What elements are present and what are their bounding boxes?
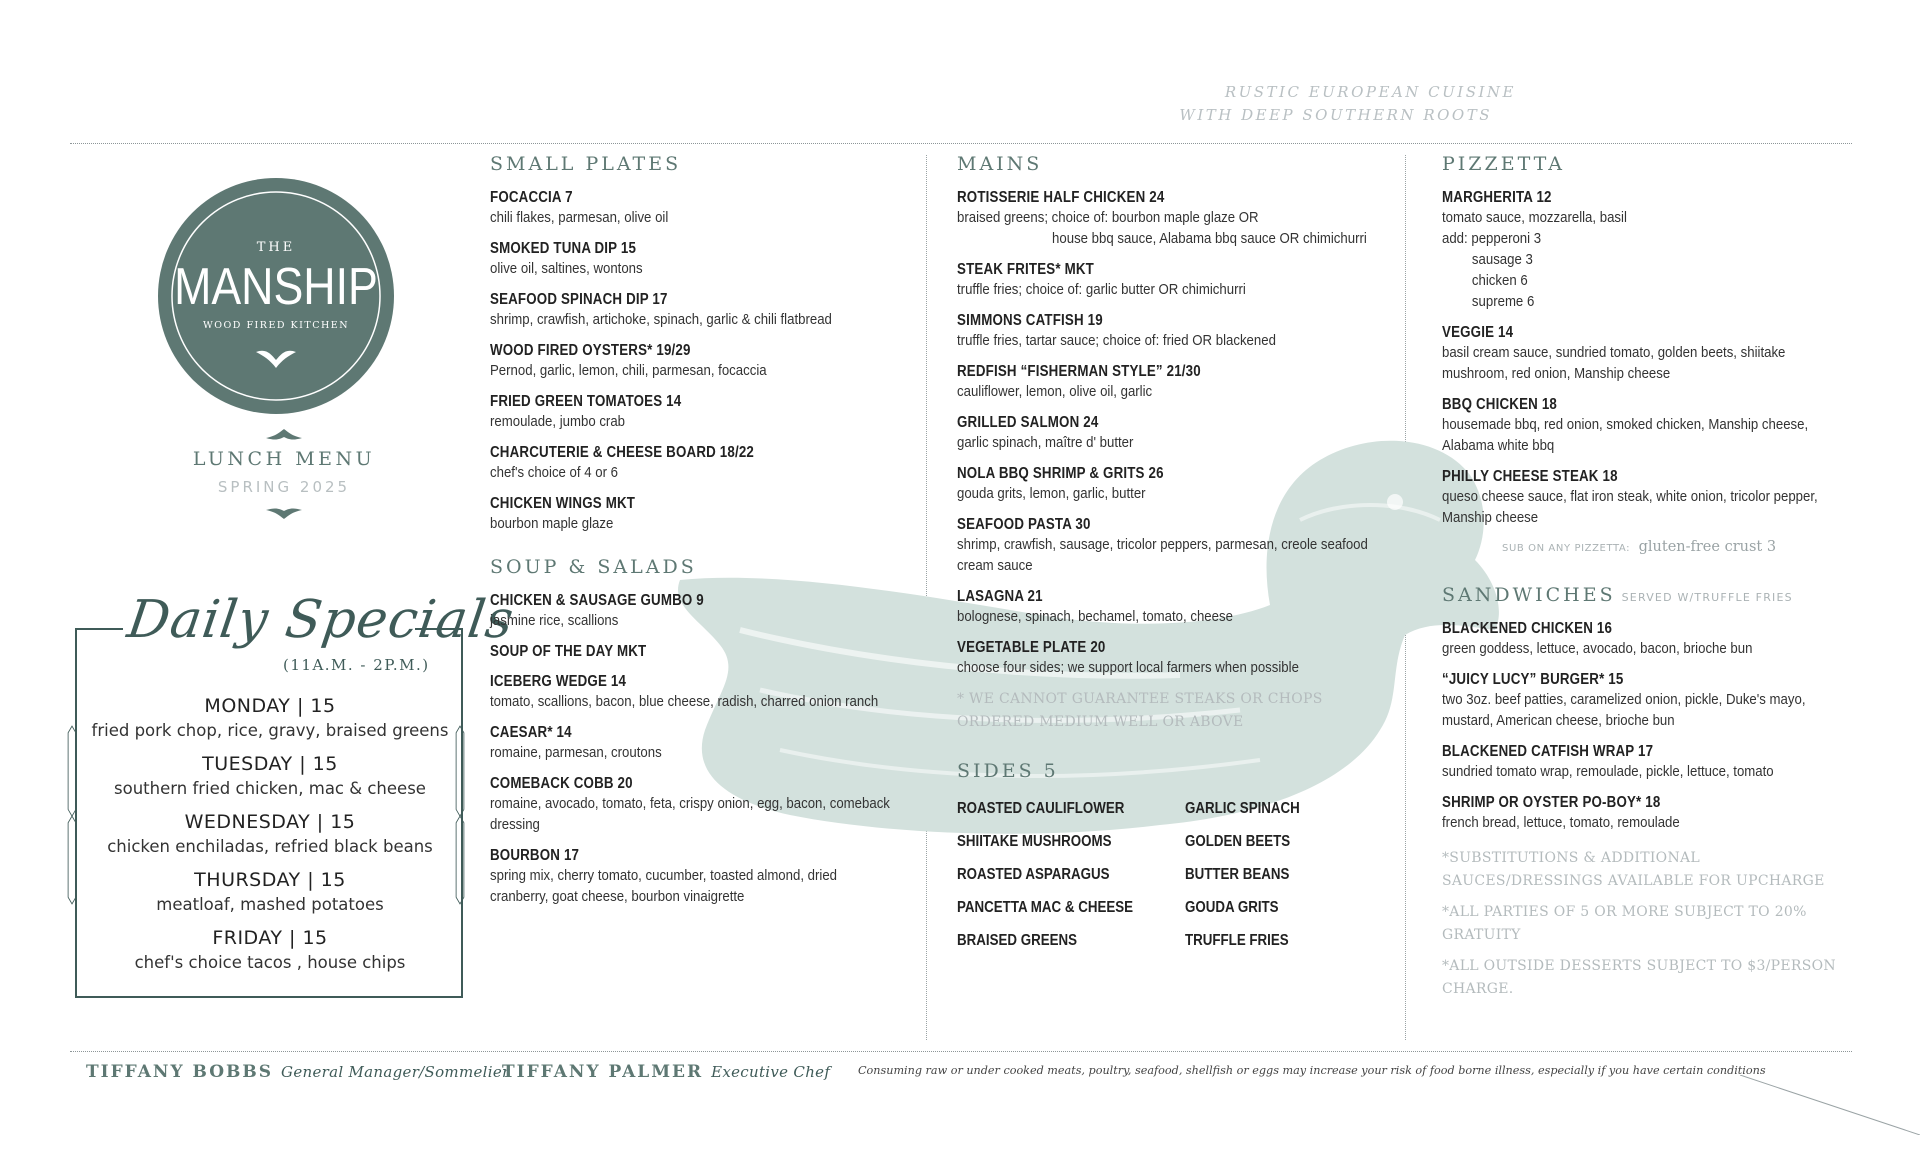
sub-value: gluten-free crust 3 <box>1638 539 1777 555</box>
footer-person-2 <box>502 1062 830 1082</box>
item-name: MARGHERITA 12 <box>1442 189 1552 206</box>
special-day-name: WEDNESDAY | 15 <box>184 811 356 833</box>
menu-item <box>957 312 1372 351</box>
side-item: GOLDEN BEETS <box>1185 833 1291 850</box>
pizzetta-list <box>1442 324 1852 528</box>
add-on-label: add: pepperoni 3 <box>1442 230 1542 247</box>
frame-top-left <box>75 628 123 630</box>
daily-specials-title: Daily Specials <box>123 590 518 650</box>
column-mains <box>957 153 1372 950</box>
item-desc: two 3oz. beef patties, caramelized onion, pickle, Duke's mayo, mustard, American cheese, brioche bun <box>1442 691 1806 729</box>
chef-name: TIFFANY PALMER <box>502 1062 704 1082</box>
top-divider <box>70 143 1852 144</box>
item-name: REDFISH “FISHERMAN STYLE” 21/30 <box>957 363 1201 380</box>
special-day-desc: fried pork chop, rice, gravy, braised greens <box>91 721 449 740</box>
menu-item <box>1442 468 1852 528</box>
item-name: “JUICY LUCY” BURGER* 15 <box>1442 671 1624 688</box>
item-desc: bolognese, spinach, bechamel, tomato, cheese <box>957 608 1233 625</box>
special-day-name: THURSDAY | 15 <box>194 869 346 891</box>
add-on-item: chicken 6 <box>1471 272 1528 289</box>
menu-item <box>490 775 895 835</box>
menu-item <box>490 643 895 661</box>
item-name: FOCACCIA 7 <box>490 189 573 206</box>
item-desc: garlic spinach, maître d' butter <box>957 434 1134 451</box>
add-on-item: supreme 6 <box>1471 293 1535 310</box>
special-day <box>82 867 458 917</box>
menu-item <box>490 495 895 534</box>
soup-salads-list <box>490 592 895 907</box>
item-desc: choose four sides; we support local farmers when possible <box>957 659 1299 676</box>
item-desc: olive oil, saltines, wontons <box>490 260 643 277</box>
side-item: PANCETTA MAC & CHEESE <box>957 899 1134 916</box>
daily-specials-hours: (11A.M. - 2P.M.) <box>283 656 430 674</box>
menu-item <box>1442 620 1852 659</box>
menu-title: LUNCH MENU <box>192 448 376 470</box>
item-name: SMOKED TUNA DIP 15 <box>490 240 637 257</box>
column-pizzetta <box>1442 153 1852 1009</box>
menu-item <box>1442 396 1852 456</box>
item-name: STEAK FRITES* MKT <box>957 261 1094 278</box>
policy-note: *ALL OUTSIDE DESSERTS SUBJECT TO $3/PERSON CHARGE. <box>1442 958 1836 997</box>
item-name: ICEBERG WEDGE 14 <box>490 673 627 690</box>
mains-note: * WE CANNOT GUARANTEE STEAKS OR CHOPS ORDERED MEDIUM WELL OR ABOVE <box>957 691 1323 730</box>
pizzetta-title: PIZZETTA <box>1442 153 1565 175</box>
item-name: SIMMONS CATFISH 19 <box>957 312 1103 329</box>
menu-item <box>490 673 895 712</box>
manship-logo <box>156 176 396 416</box>
side-item: GOUDA GRITS <box>1185 899 1279 916</box>
item-name: BOURBON 17 <box>490 847 580 864</box>
gm-role: General Manager/Sommelier <box>281 1063 510 1081</box>
item-name: ROTISSERIE HALF CHICKEN 24 <box>957 189 1165 206</box>
bottom-divider <box>70 1051 1852 1052</box>
special-day <box>82 809 458 859</box>
tagline-line-1: RUSTIC EUROPEAN CUISINE <box>1224 83 1516 101</box>
corner-line-decoration <box>1740 1075 1920 1135</box>
column-small-plates <box>490 153 895 919</box>
ornament-icon <box>264 506 304 520</box>
side-item: GARLIC SPINACH <box>1185 800 1300 817</box>
special-day <box>82 693 458 743</box>
special-day-desc: chef's choice tacos , house chips <box>134 953 406 972</box>
sandwich-notes <box>1442 847 1842 1001</box>
item-desc: chili flakes, parmesan, olive oil <box>490 209 669 226</box>
pizzetta-item <box>1442 189 1852 312</box>
small-plates-title: SMALL PLATES <box>490 153 682 175</box>
menu-item <box>957 261 1372 300</box>
item-desc: Pernod, garlic, lemon, chili, parmesan, focaccia <box>490 362 767 379</box>
item-desc: bourbon maple glaze <box>490 515 614 532</box>
policy-note: *SUBSTITUTIONS & ADDITIONAL SAUCES/DRESSINGS AVAILABLE FOR UPCHARGE <box>1442 850 1825 889</box>
item-name: CHICKEN WINGS MKT <box>490 495 636 512</box>
menu-item <box>957 363 1372 402</box>
menu-item <box>490 189 895 228</box>
mains-list <box>957 189 1372 678</box>
policy-note: *ALL PARTIES OF 5 OR MORE SUBJECT TO 20% GRATUITY <box>1442 904 1807 943</box>
item-name: LASAGNA 21 <box>957 588 1043 605</box>
item-name: CHICKEN & SAUSAGE GUMBO 9 <box>490 592 704 609</box>
menu-item <box>957 414 1372 453</box>
tagline-line-2: WITH DEEP SOUTHERN ROOTS <box>1179 106 1492 124</box>
menu-item <box>957 189 1372 249</box>
special-day-name: MONDAY | 15 <box>204 695 336 717</box>
menu-item <box>490 724 895 763</box>
item-desc: french bread, lettuce, tomato, remoulade <box>1442 814 1680 831</box>
item-desc: tomato, scallions, bacon, blue cheese, radish, charred onion ranch <box>490 693 879 710</box>
logo-name-text: MANSHIP <box>174 257 378 316</box>
item-name: BBQ CHICKEN 18 <box>1442 396 1557 413</box>
pizzetta-sub-note <box>1442 538 1852 556</box>
item-desc: truffle fries, tartar sauce; choice of: fried OR blackened <box>957 332 1276 349</box>
special-day-desc: southern fried chicken, mac & cheese <box>114 779 426 798</box>
logo-subtitle-text: WOOD FIRED KITCHEN <box>202 320 350 331</box>
item-desc: romaine, parmesan, croutons <box>490 744 662 761</box>
menu-item <box>490 847 895 907</box>
item-name: COMEBACK COBB 20 <box>490 775 633 792</box>
item-name: BLACKENED CATFISH WRAP 17 <box>1442 743 1654 760</box>
item-name: CHARCUTERIE & CHEESE BOARD 18/22 <box>490 444 755 461</box>
menu-item <box>490 291 895 330</box>
item-name: SOUP OF THE DAY MKT <box>490 643 647 660</box>
item-desc: shrimp, crawfish, sausage, tricolor peppers, parmesan, creole seafood cream sauce <box>957 536 1368 574</box>
menu-item <box>490 393 895 432</box>
side-item: SHIITAKE MUSHROOMS <box>957 833 1112 850</box>
item-name: FRIED GREEN TOMATOES 14 <box>490 393 682 410</box>
item-desc: gouda grits, lemon, garlic, butter <box>957 485 1146 502</box>
item-name: NOLA BBQ SHRIMP & GRITS 26 <box>957 465 1164 482</box>
special-day-name: FRIDAY | 15 <box>212 927 328 949</box>
special-day <box>82 925 458 975</box>
side-item: TRUFFLE FRIES <box>1185 932 1289 949</box>
menu-item <box>1442 794 1852 833</box>
sandwiches-note: SERVED W/TRUFFLE FRIES <box>1621 591 1793 604</box>
item-desc: remoulade, jumbo crab <box>490 413 626 430</box>
chef-role: Executive Chef <box>711 1063 831 1081</box>
item-desc: jasmine rice, scallions <box>490 612 619 629</box>
sub-label: SUB ON ANY PIZZETTA: <box>1502 543 1631 554</box>
item-desc: housemade bbq, red onion, smoked chicken, Manship cheese, Alabama white bbq <box>1442 416 1809 454</box>
menu-item <box>1442 671 1852 731</box>
item-name: PHILLY CHEESE STEAK 18 <box>1442 468 1618 485</box>
item-desc: spring mix, cherry tomato, cucumber, toasted almond, dried cranberry, goat cheese, bourbon vinaigrette <box>490 867 838 905</box>
soup-salads-title: SOUP & SALADS <box>490 556 697 578</box>
special-day-desc: meatloaf, mashed potatoes <box>156 895 384 914</box>
item-desc: chef's choice of 4 or 6 <box>490 464 618 481</box>
side-item: ROASTED ASPARAGUS <box>957 866 1110 883</box>
gm-name: TIFFANY BOBBS <box>86 1062 274 1082</box>
menu-item <box>490 592 895 631</box>
menu-item <box>957 516 1372 576</box>
item-name: SEAFOOD SPINACH DIP 17 <box>490 291 668 308</box>
item-desc: truffle fries; choice of: garlic butter OR chimichurri <box>957 281 1246 298</box>
small-plates-list <box>490 189 895 534</box>
item-desc: sundried tomato wrap, remoulade, pickle, lettuce, tomato <box>1442 763 1774 780</box>
item-desc: romaine, avocado, tomato, feta, crispy onion, egg, bacon, comeback dressing <box>490 795 890 833</box>
sandwiches-list <box>1442 620 1852 833</box>
menu-item <box>490 444 895 483</box>
side-item: ROASTED CAULIFLOWER <box>957 800 1125 817</box>
item-name: SEAFOOD PASTA 30 <box>957 516 1091 533</box>
item-name: WOOD FIRED OYSTERS* 19/29 <box>490 342 691 359</box>
item-name: VEGGIE 14 <box>1442 324 1514 341</box>
menu-item <box>490 240 895 279</box>
menu-item <box>1442 324 1852 384</box>
sides-title: SIDES 5 <box>957 760 1059 782</box>
item-desc: basil cream sauce, sundried tomato, golden beets, shiitake mushroom, red onion, Manship cheese <box>1442 344 1786 382</box>
item-desc: queso cheese sauce, flat iron steak, white onion, tricolor pepper, Manship cheese <box>1442 488 1818 526</box>
frame-left-ornament <box>67 655 77 975</box>
item-desc: shrimp, crawfish, artichoke, spinach, garlic & chili flatbread <box>490 311 832 328</box>
item-name: CAESAR* 14 <box>490 724 572 741</box>
item-name: BLACKENED CHICKEN 16 <box>1442 620 1613 637</box>
food-safety-disclaimer: Consuming raw or under cooked meats, poultry, seafood, shellfish or eggs may increase your risk of food borne illness, especially if you have certain conditions <box>858 1064 1766 1077</box>
item-desc: braised greens; choice of: bourbon maple glaze OR <box>957 209 1259 226</box>
sandwiches-title <box>1442 584 1852 606</box>
menu-item <box>1442 743 1852 782</box>
menu-item <box>957 588 1372 627</box>
sandwiches-title-text: SANDWICHES <box>1442 584 1616 606</box>
sides-list <box>957 800 1372 950</box>
mains-title: MAINS <box>957 153 1043 175</box>
side-item: BUTTER BEANS <box>1185 866 1290 883</box>
special-day <box>82 751 458 801</box>
menu-item <box>957 465 1372 504</box>
special-day-name: TUESDAY | 15 <box>202 753 338 775</box>
menu-item <box>957 639 1372 678</box>
footer-person-1 <box>86 1062 510 1082</box>
item-name: SHRIMP OR OYSTER PO-BOY* 18 <box>1442 794 1661 811</box>
add-on-item: sausage 3 <box>1471 251 1533 268</box>
menu-item <box>490 342 895 381</box>
ornament-icon <box>264 428 304 442</box>
special-day-desc: chicken enchiladas, refried black beans <box>107 837 433 856</box>
item-desc: green goddess, lettuce, avocado, bacon, brioche bun <box>1442 640 1753 657</box>
item-desc-continued: house bbq sauce, Alabama bbq sauce OR chimichurri <box>1052 230 1367 247</box>
item-name: VEGETABLE PLATE 20 <box>957 639 1106 656</box>
item-name: GRILLED SALMON 24 <box>957 414 1099 431</box>
side-item: BRAISED GREENS <box>957 932 1077 949</box>
item-desc: tomato sauce, mozzarella, basil <box>1442 209 1627 226</box>
daily-specials-list <box>82 693 458 983</box>
item-desc: cauliflower, lemon, olive oil, garlic <box>957 383 1153 400</box>
menu-season: SPRING 2025 <box>217 478 351 496</box>
logo-the-text: THE <box>256 240 296 255</box>
